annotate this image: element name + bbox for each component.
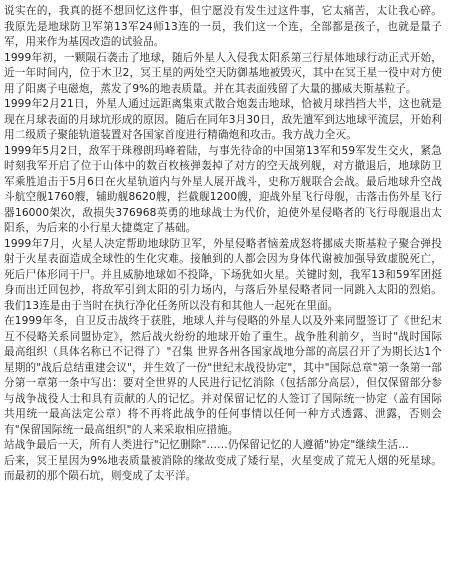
paragraph-1999-may: 1999年5月2日，敌军于珠穆朗玛峰着陆，与事先待命的中国第13军和59军发生交火，紧急时刻我军开启了位于山体中的数百枚核弹轰掉了对方的空天战列舰，对方撤退后，地球防卫军乘胜追击于5月6日在火星轨道内与外星人展开战斗，史称万舰联合会战。最后地球升空战斗航空舰1760艘，辅助舰8620艘，拦截舰1200艘，迎战外星飞行母舰，击落击伤外星飞行器16000架次，敌损失376968英勇的地球战士为代价，迫使外星侵略者的飞行母舰退出太阳系，为后来的小行星大捷奠定了基础。	[4, 144, 442, 234]
paragraph-aftermath: 后来，冥王星因为9%地表质量被消除的缘故变成了矮行星，火星变成了荒无人烟的死星球。而最初的那个陨石坑，则变成了太平洋。	[4, 454, 442, 482]
paragraph-1999-early: 1999年初，一颗陨石袭击了地球，随后外星人入侵我太阳系第三行星体地球行动正式开始，近一年时间内，位于木卫2，冥王星的两处空天防御基地被毁灭，其中在冥王星一役中对方使用了阳离子电磁炮，蒸发了9%的地表质量。并在其表面残留了大量的挪威夫斯基粒子。	[4, 51, 442, 95]
paragraph-1999-winter: 在1999年冬，自卫反击战终于获胜，地球人并与侵略的外星人以及外来同盟签订了《世纪末互不侵略关系同盟协定》，然后战火纷纷的地球开始了重生。战争胜利前夕，当时"战时国际最高组织（具体名称已不记得了）"召集 世界各州各国家战地分部的高层召开了为期长达1个星期的"战后总结重建会议"，并生效了一份"世纪末战役协定"，其中"国际总章"第一条第一部分第一章第一条中写出：要对全世界的人民进行记忆消除（包括部分高层），但仅保留部分参与战争战役人士和具有贡献的人的记忆。并对保留记忆的人签订了国际统一协定（盖有国际共用统一最高法定公章）将不再将此战争的任何事情以任何一种方式透露、泄露，否则会有"保留国际统一最高组织"的人来采取相应措施。	[4, 315, 442, 436]
paragraph-1999-july: 1999年7月，火星人决定帮助地球防卫军，外星侵略者恼羞成怒将挪威夫斯基粒子聚合弹投射于火星表面造成全球性的生化灾难。接触到的人都会因为身体代谢被加强导致虚脱死亡，死后尸体形同干尸。并且威胁地球如不投降，下场犹如火星。关键时刻，我军13和59军团挺身而出迁回包抄，将敌军引到太阳的引力场内，与落后外星侵略者同一同跳入太阳的烈焰。我们13连是由于当时在执行净化任务所以没有和其他人一起死在里面。	[4, 237, 442, 312]
paragraph-last-day: 站战争最后一天，所有人类进行"记忆删除"……仍保留记忆的人遵循"协定"继续生活…	[4, 439, 409, 451]
paragraph-1999-feb: 1999年2月21日，外星人通过远距离集束式散合炮轰击地球，恰被月球挡挡大半，这也就是现在月球表面的月球坑形成的原因。随后在同年3月30日，敌先遣军到达地球平流层，开始利用二级质子聚能轨道装置对各国家首度进行精确炮和攻击。我方战力全灭。	[4, 98, 442, 141]
paragraph-intro: 说实在的，我真的挺不想回忆这件事，但宁愿没有发生过这件事，它太痛苦，太让我心碎。我原先是地球防卫军第13军24师13连的一员，我们这一个连，全部都是孩子，也就是量子军，用来作为基因改造的试验品。	[4, 5, 442, 48]
